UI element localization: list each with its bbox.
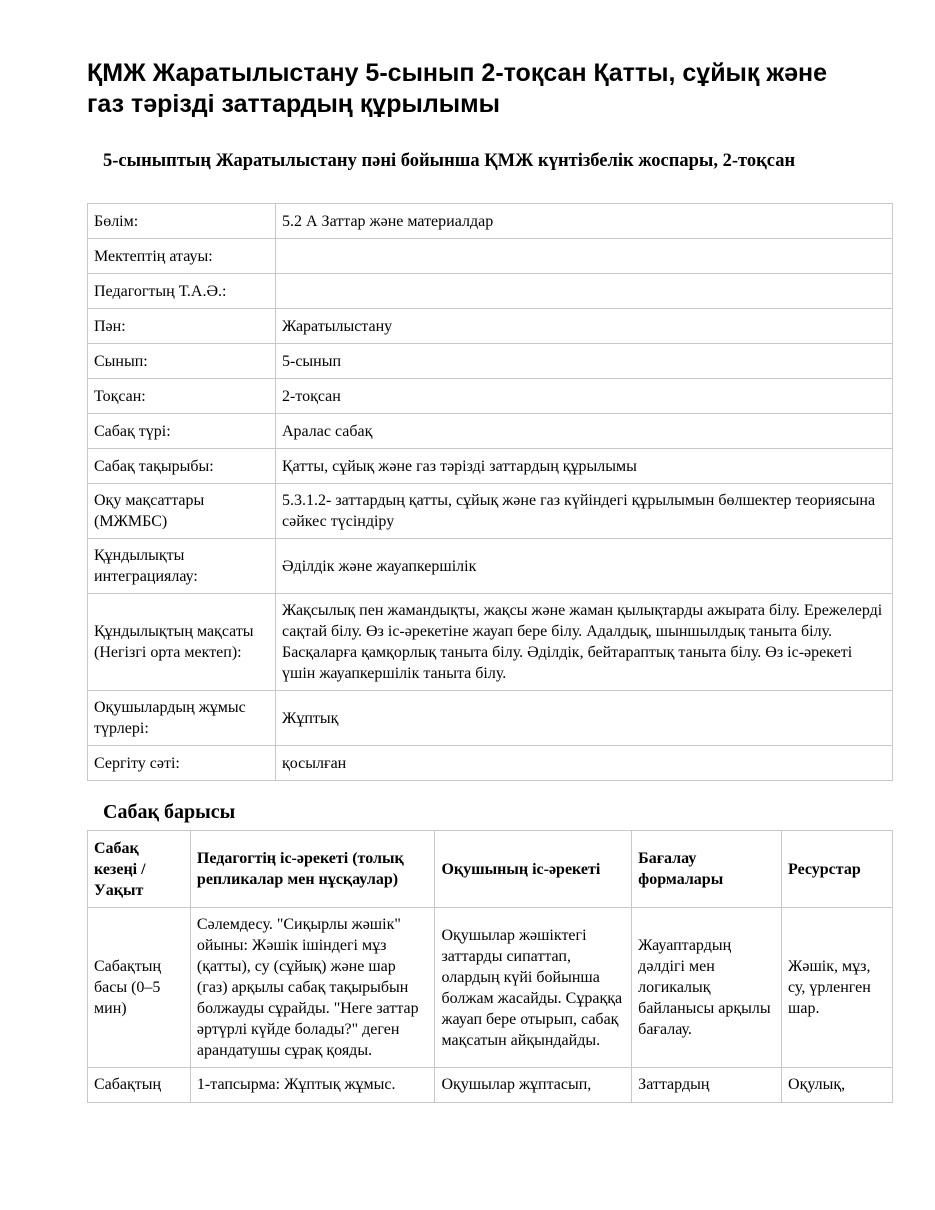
table-cell: Заттардың [632,1068,782,1103]
info-value: 2-тоқсан [276,379,893,414]
info-label: Пән: [88,309,276,344]
table-cell: Жауаптардың дәлдігі мен логикалық байланысы арқылы бағалау. [632,908,782,1068]
info-value: 5.3.1.2- заттардың қатты, сұйық және газ күйіндегі құрылымын бөлшектер теориясына сәйкес түсіндіру [276,484,893,539]
info-value: Аралас сабақ [276,414,893,449]
info-row [88,539,893,594]
info-row [88,594,893,691]
table-cell: Жәшік, мұз, су, үрленген шар. [782,908,893,1068]
column-header: Педагогтің іс-әрекеті (толық репликалар мен нұсқаулар) [190,831,435,908]
info-label: Сынып: [88,344,276,379]
info-row [88,204,893,239]
info-label: Оқу мақсаттары (МЖМБС) [88,484,276,539]
info-row [88,274,893,309]
info-value: Жаратылыстану [276,309,893,344]
info-label: Бөлім: [88,204,276,239]
column-header: Оқушының іс-әрекеті [435,831,632,908]
table-row [88,908,893,1068]
info-row [88,691,893,746]
info-row [88,239,893,274]
info-row [88,309,893,344]
info-label: Құндылықтың мақсаты (Негізгі орта мектеп): [88,594,276,691]
info-value: Жұптық [276,691,893,746]
lesson-info-table [87,203,893,781]
lesson-flow-table [87,830,893,1103]
table-cell: Сәлемдесу. "Сиқырлы жәшік" ойыны: Жәшік ішіндегі мұз (қатты), су (сұйық) және шар (газ) арқылы сабақ тақырыбын болжауды сұрайды. "Неге заттар әртүрлі күйде болады?" деген арандатушы сұрақ қояды. [190,908,435,1068]
table-cell: Оқушылар жұптасып, [435,1068,632,1103]
info-value [276,274,893,309]
column-header: Ресурстар [782,831,893,908]
info-row [88,746,893,781]
info-label: Сергіту сәті: [88,746,276,781]
info-row [88,484,893,539]
info-value [276,239,893,274]
table-cell: Сабақтың [88,1068,191,1103]
lesson-flow-heading: Сабақ барысы [103,801,236,823]
info-label: Тоқсан: [88,379,276,414]
plan-subtitle: 5-сыныптың Жаратылыстану пәні бойынша ҚМЖ күнтізбелік жоспары, 2-тоқсан [103,151,796,171]
info-value: 5.2 А Заттар және материалдар [276,204,893,239]
column-header: Бағалау формалары [632,831,782,908]
info-row [88,379,893,414]
info-row [88,449,893,484]
column-header: Сабақ кезеңі / Уақыт [88,831,191,908]
info-value: Әділдік және жауапкершілік [276,539,893,594]
info-value: қосылған [276,746,893,781]
info-value: Қатты, сұйық және газ тәрізді заттардың құрылымы [276,449,893,484]
info-label: Құндылықты интеграциялау: [88,539,276,594]
table-cell: Оқушылар жәшіктегі заттарды сипаттап, олардың күйі бойынша болжам жасайды. Сұраққа жауап бере отырып, сабақ мақсатын айқындайды. [435,908,632,1068]
info-value: 5-сынып [276,344,893,379]
table-header-row [88,831,893,908]
info-row [88,344,893,379]
table-cell: Сабақтың басы (0–5 мин) [88,908,191,1068]
table-cell: Оқулық, [782,1068,893,1103]
document-title: ҚМЖ Жаратылыстану 5-сынып 2-тоқсан Қатты, сұйық және газ тәрізді заттардың құрылымы [87,59,828,118]
info-label: Сабақ тақырыбы: [88,449,276,484]
info-label: Оқушылардың жұмыс түрлері: [88,691,276,746]
info-label: Сабақ түрі: [88,414,276,449]
info-value: Жақсылық пен жамандықты, жақсы және жаман қылықтарды ажырата білу. Ережелерді сақтай білу. Өз іс-әрекетіне жауап бере білу. Адалдық, шыншылдық таныта білу. Басқаларға қамқорлық таныта білу. Әділдік, бейтараптық таныта білу. Өз іс-әрекеті үшін жауапкершілік таныта білу. [276,594,893,691]
table-row [88,1068,893,1103]
info-label: Мектептің атауы: [88,239,276,274]
info-label: Педагогтың Т.А.Ә.: [88,274,276,309]
table-cell: 1-тапсырма: Жұптық жұмыс. [190,1068,435,1103]
info-row [88,414,893,449]
